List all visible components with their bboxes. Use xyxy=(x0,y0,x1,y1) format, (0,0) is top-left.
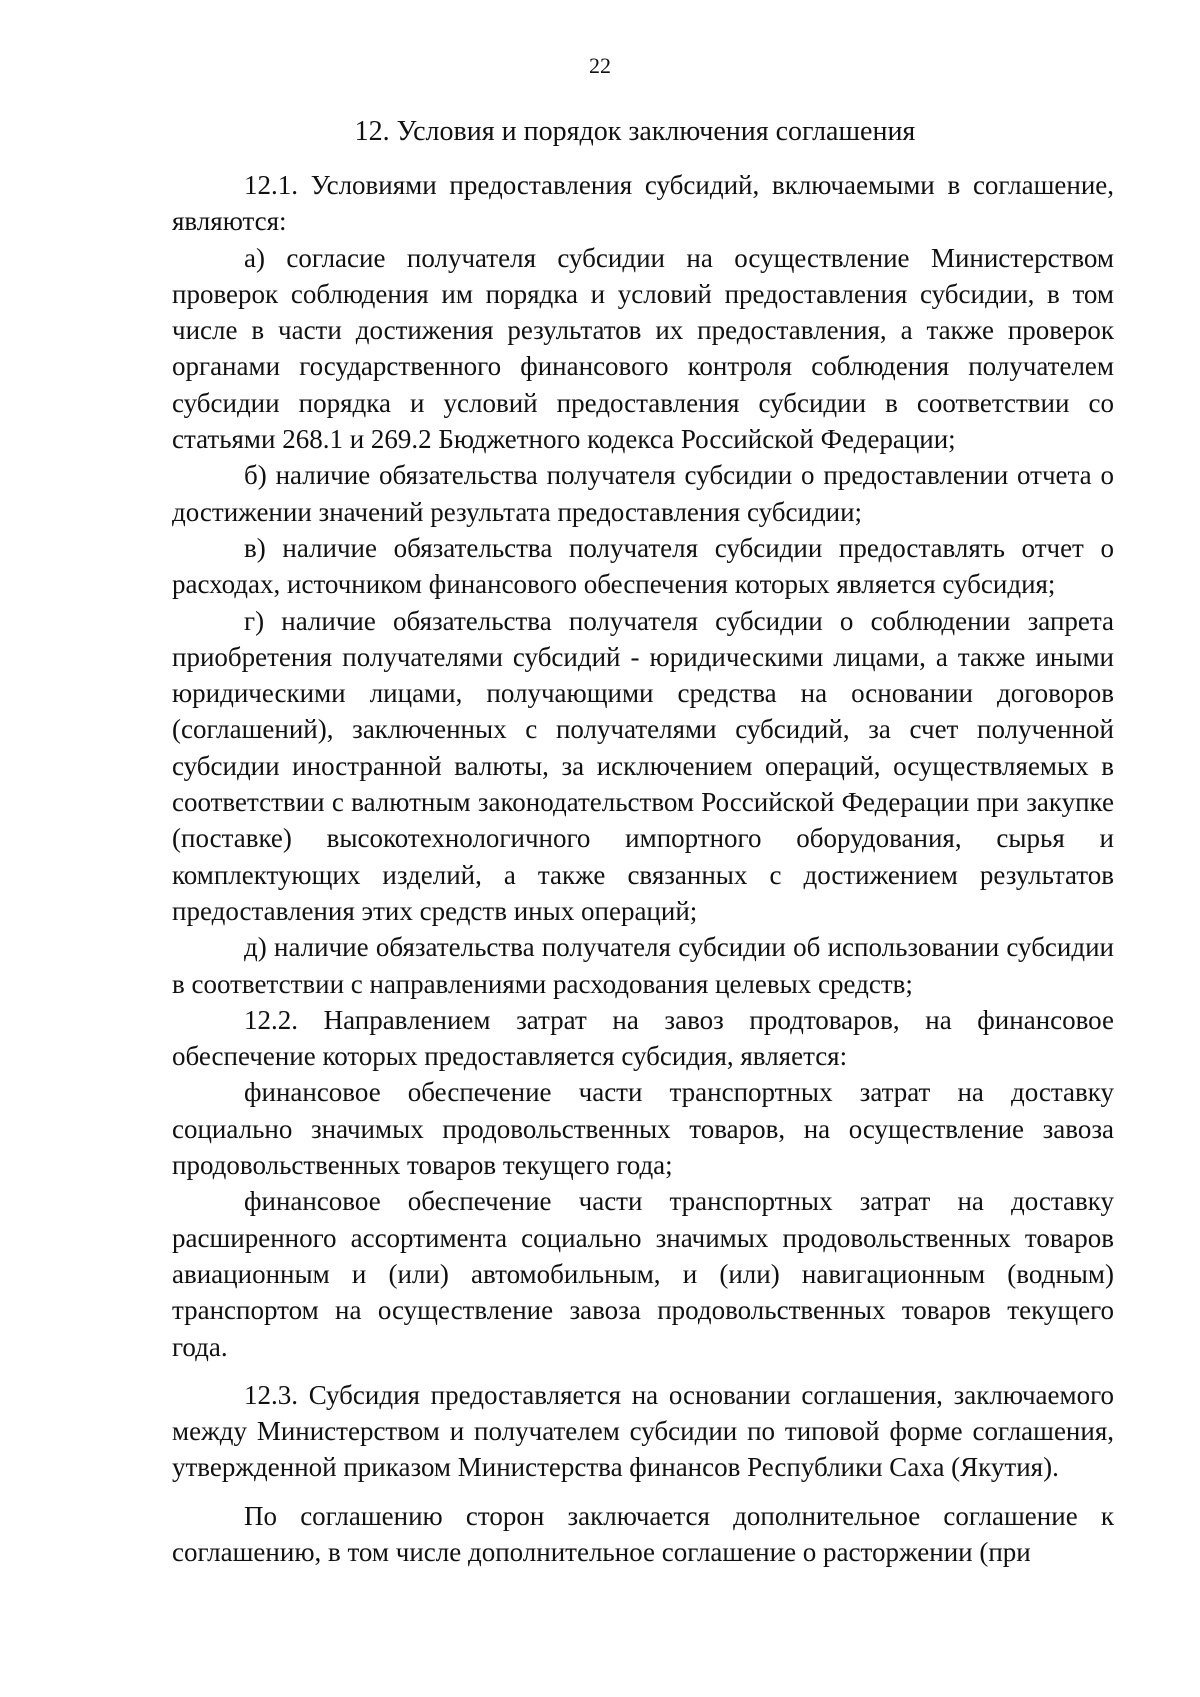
paragraph-12-3: 12.3. Субсидия предоставляется на основании соглашения, заключаемого между Министерством и получателем субсидии по типовой форме соглашения, утвержденной приказом Министерства финансов Республики Саха (Якутия). xyxy=(172,1379,1114,1483)
paragraph-12-1-a: а) согласие получателя субсидии на осуществление Министерством проверок соблюдения им порядка и условий предоставления субсидии, в том числе в части достижения результатов их предоставления, а также проверок органами государственного финансового контроля соблюдения получателем субсидии порядка и условий предоставления субсидии в соответствии со статьями 268.1 и 269.2 Бюджетного кодекса Российской Федерации; xyxy=(172,242,1114,455)
paragraph-12-1-b: б) наличие обязательства получателя субсидии о предоставлении отчета о достижении значений результата предоставления субсидии; xyxy=(172,460,1114,527)
paragraph-12-2-item-2: финансовое обеспечение части транспортных затрат на доставку расширенного ассортимента социально значимых продовольственных товаров авиационным и (или) автомобильным, и (или) навигационным (водным) транспортом на осуществление завоза продовольственных товаров текущего года. xyxy=(172,1186,1114,1362)
paragraph-12-2: 12.2. Направлением затрат на завоз продтоваров, на финансовое обеспечение которых предоставляется субсидия, является: xyxy=(172,1004,1114,1072)
paragraph-12-3-supplementary: По соглашению сторон заключается дополнительное соглашение к соглашению, в том числе дополнительное соглашение о расторжении (при xyxy=(172,1500,1114,1567)
document-body xyxy=(172,167,1114,1570)
paragraph-12-2-item-1: финансовое обеспечение части транспортных затрат на доставку социально значимых продовольственных товаров, на осуществление завоза продовольственных товаров текущего года; xyxy=(172,1077,1114,1181)
paragraph-12-1-g: г) наличие обязательства получателя субсидии о соблюдении запрета приобретения получателями субсидий - юридическими лицами, а также иными юридическими лицами, получающими средства на основании договоров (соглашений), заключенных с получателями субсидий, за счет полученной субсидии иностранной валюты, за исключением операций, осуществляемых в соответствии с валютным законодательством Российской Федерации при закупке (поставке) высокотехнологичного импортного оборудования, сырья и комплектующих изделий, а также связанных с достижением результатов предоставления этих средств иных операций; xyxy=(172,605,1114,926)
paragraph-12-1-v: в) наличие обязательства получателя субсидии предоставлять отчет о расходах, источником финансового обеспечения которых является субсидия; xyxy=(172,532,1114,600)
paragraph-12-1-d: д) наличие обязательства получателя субсидии об использовании субсидии в соответствии с направлениями расходования целевых средств; xyxy=(172,932,1114,999)
section-title: 12. Условия и порядок заключения соглашения xyxy=(354,116,916,147)
page-number: 22 xyxy=(589,53,611,78)
paragraph-12-1: 12.1. Условиями предоставления субсидий, включаемыми в соглашение, являются: xyxy=(172,170,1114,237)
